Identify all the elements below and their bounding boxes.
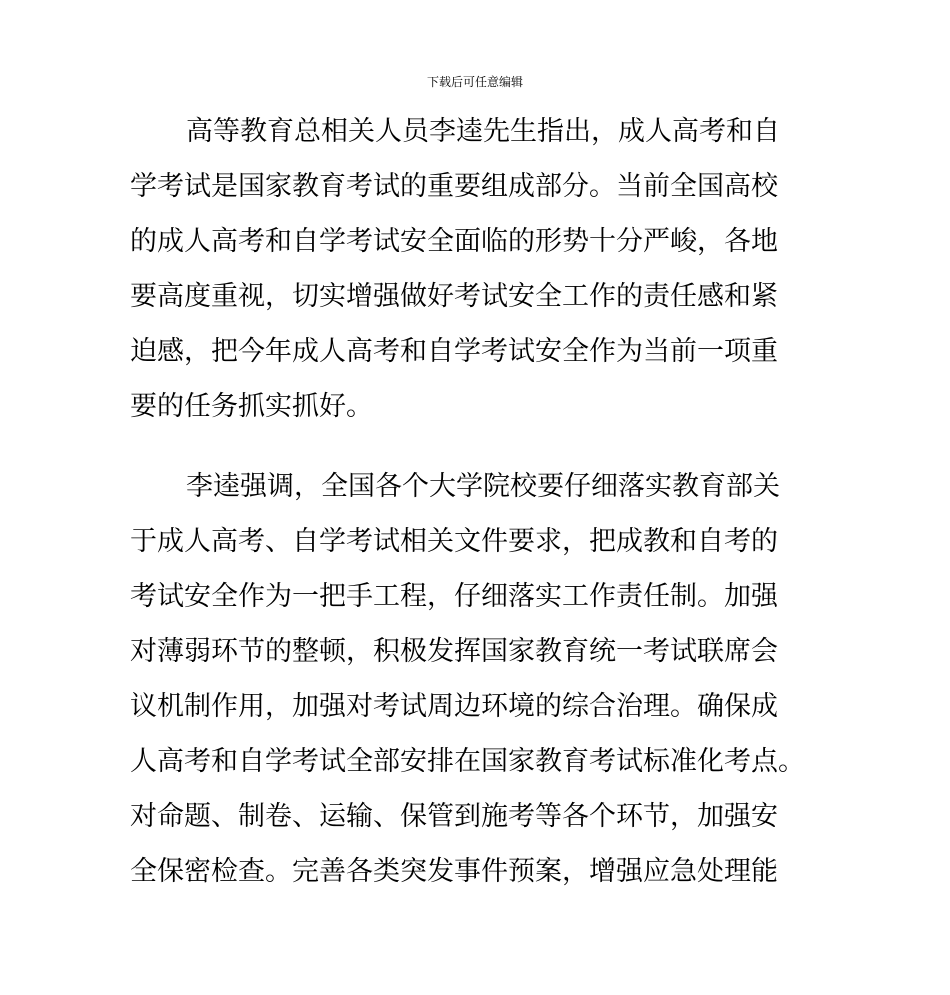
paragraph-line: 要的任务抓实抓好。 [130,391,373,422]
paragraph-line: 的成人高考和自学考试安全面临的形势十分严峻，各地 [130,226,778,257]
paragraph-1 [130,104,850,434]
paragraph-line: 要高度重视，切实增强做好考试安全工作的责任感和紧 [130,281,778,312]
paragraph-line: 人高考和自学考试全部安排在国家教育考试标准化考点。 [130,746,805,777]
page-header: 下载后可任意编辑 [426,75,523,89]
paragraph-line: 全保密检查。完善各类突发事件预案，增强应急处理能 [130,856,778,887]
paragraph-line: 对命题、制卷、运输、保管到施考等各个环节，加强安 [130,801,778,832]
paragraph-line: 迫感，把今年成人高考和自学考试安全作为当前一项重 [130,336,778,367]
paragraph-line: 于成人高考、自学考试相关文件要求，把成教和自考的 [130,526,778,557]
paragraph-line: 高等教育总相关人员李逵先生指出，成人高考和自 [186,116,780,147]
paragraph-spacer [130,434,850,459]
paragraph-line: 李逵强调，全国各个大学院校要仔细落实教育部关 [186,471,780,502]
paragraph-line: 议机制作用，加强对考试周边环境的综合治理。确保成 [130,691,778,722]
paragraph-2 [130,459,850,899]
document-body [130,104,850,899]
paragraph-line: 考试安全作为一把手工程，仔细落实工作责任制。加强 [130,581,778,612]
paragraph-line: 学考试是国家教育考试的重要组成部分。当前全国高校 [130,171,778,202]
paragraph-line: 对薄弱环节的整顿，积极发挥国家教育统一考试联席会 [130,636,778,667]
